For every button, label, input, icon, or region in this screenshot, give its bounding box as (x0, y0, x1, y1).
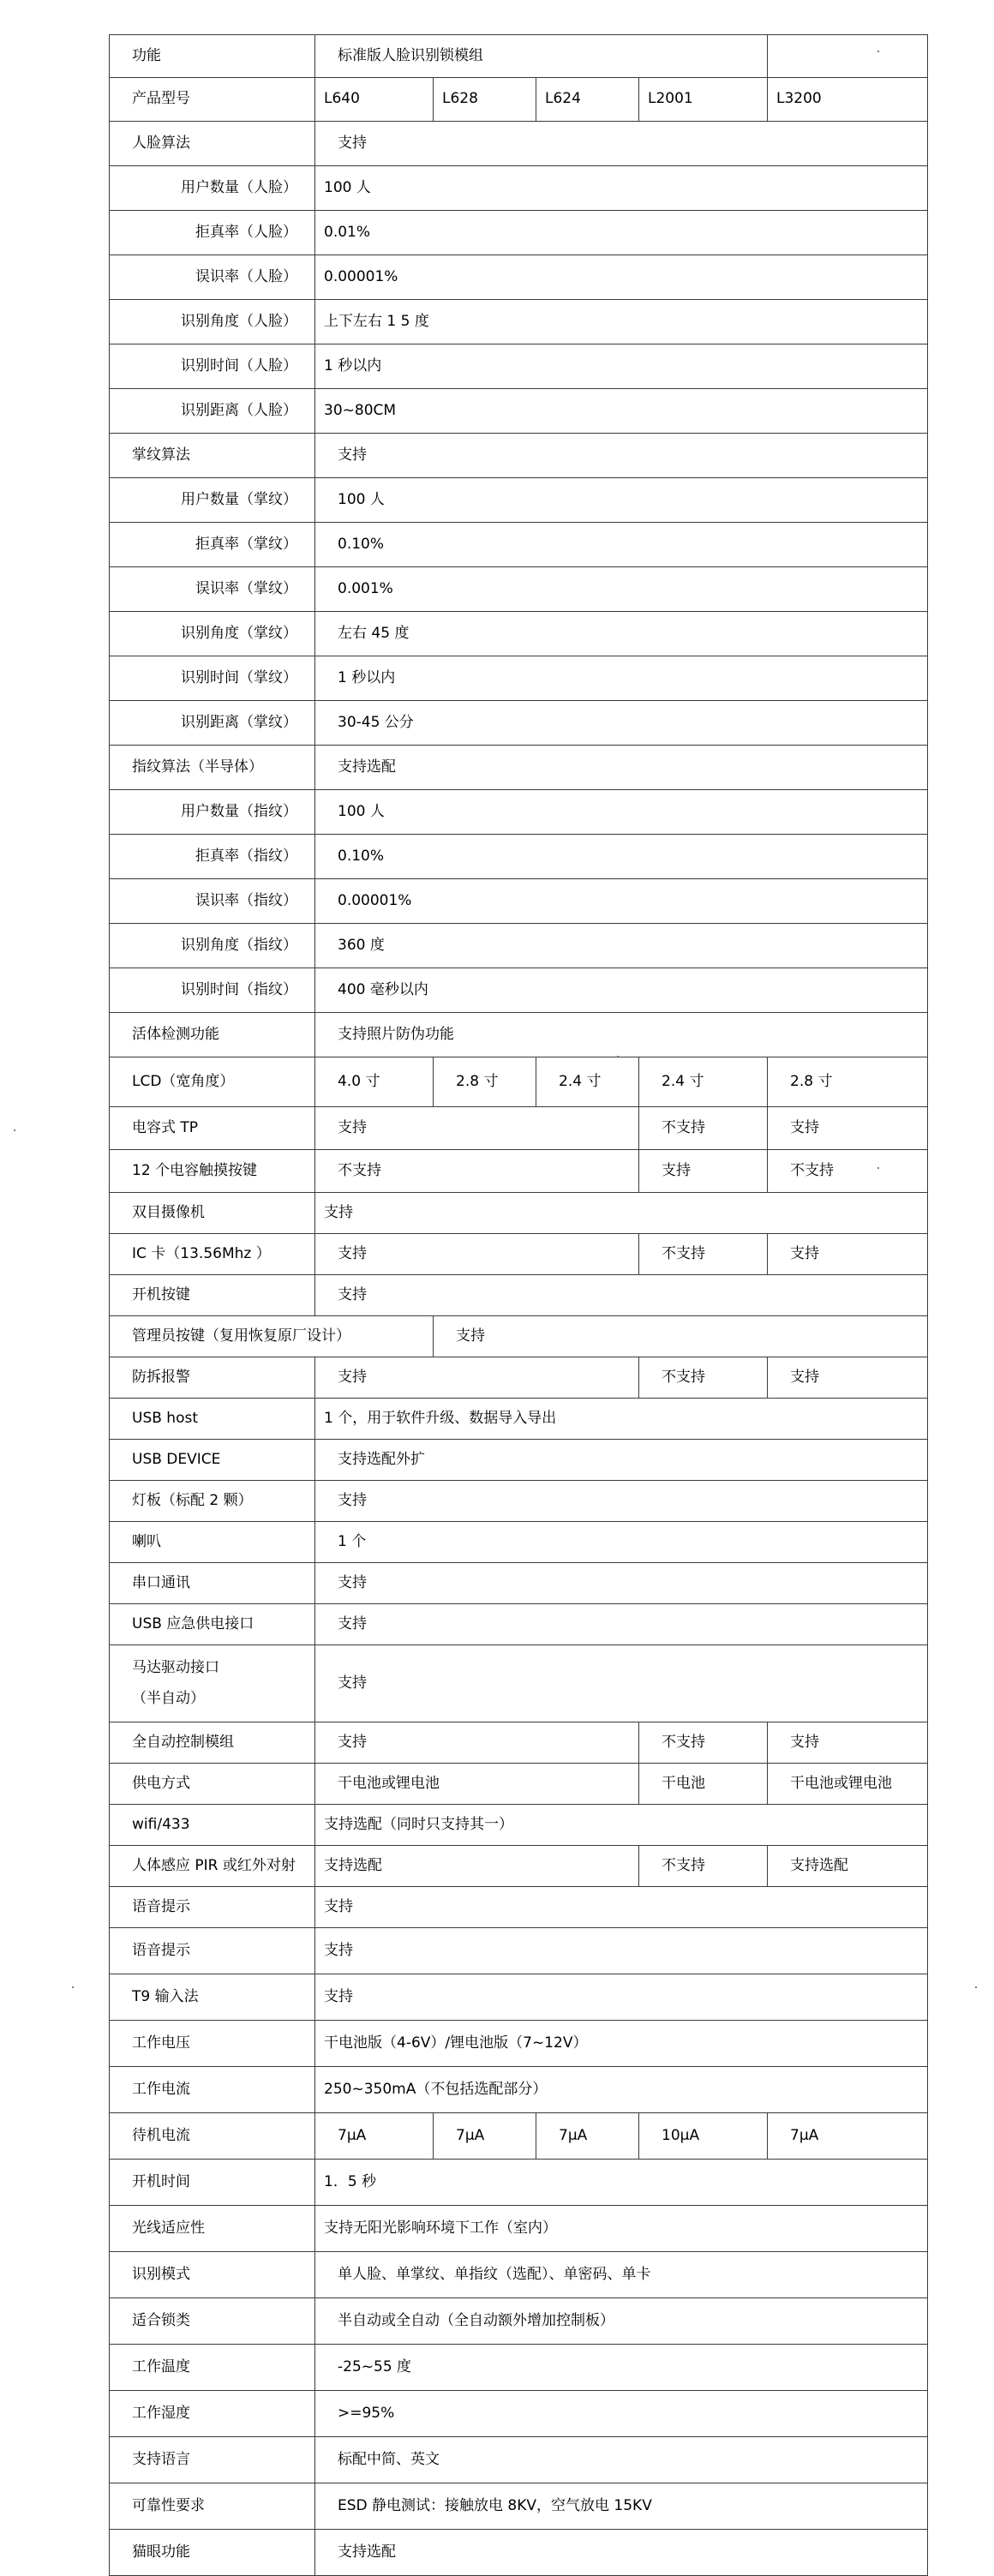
spec-value-cell: 标配中简、英文 (315, 2437, 928, 2483)
spec-label-cell: 开机按键 (110, 1275, 315, 1316)
spec-label-cell: 功能 (110, 35, 315, 78)
spec-label-cell: 误识率（人脸） (110, 255, 315, 300)
spec-label-cell: 工作温度 (110, 2345, 315, 2391)
spec-value-cell: 干电池版（4-6V）/锂电池版（7~12V） (315, 2021, 928, 2067)
spec-value-cell: 支持 (315, 434, 928, 478)
spec-row (110, 1764, 928, 1805)
spec-value-cell: 支持 (768, 1357, 928, 1399)
spec-value-cell: 半自动或全自动（全自动额外增加控制板） (315, 2298, 928, 2345)
spec-value-cell: 支持 (315, 1928, 928, 1974)
spec-label-cell: LCD（宽角度） (110, 1057, 315, 1107)
spec-row (110, 434, 928, 478)
spec-label-cell: IC 卡（13.56Mhz ） (110, 1234, 315, 1275)
spec-value-cell: 0.00001% (315, 879, 928, 924)
spec-row (110, 2483, 928, 2530)
spec-label-cell: 电容式 TP (110, 1107, 315, 1150)
spec-label-cell: 双目摄像机 (110, 1193, 315, 1234)
spec-label-cell: 全自动控制模组 (110, 1722, 315, 1764)
spec-row (110, 1057, 928, 1107)
spec-value-cell: 360 度 (315, 924, 928, 968)
spec-row (110, 2252, 928, 2298)
spec-row (110, 2021, 928, 2067)
spec-value-cell: 0.10% (315, 523, 928, 567)
spec-row (110, 1399, 928, 1440)
spec-value-cell: 7μA (768, 2113, 928, 2160)
spec-value-cell: 支持 (315, 1234, 639, 1275)
spec-value-cell (768, 35, 928, 78)
spec-row (110, 1805, 928, 1846)
spec-value-cell: 2.4 寸 (536, 1057, 639, 1107)
spec-value-cell: 支持选配 (315, 1846, 639, 1887)
spec-row (110, 879, 928, 924)
spec-value-cell: >=95% (315, 2391, 928, 2437)
spec-value-cell: 1 个 (315, 1522, 928, 1563)
spec-label-cell: 供电方式 (110, 1764, 315, 1805)
spec-label-cell: wifi/433 (110, 1805, 315, 1846)
spec-label-cell: 防拆报警 (110, 1357, 315, 1399)
spec-value-cell: 不支持 (639, 1234, 768, 1275)
spec-value-cell: 30~80CM (315, 389, 928, 434)
spec-value-cell: 支持 (315, 1193, 928, 1234)
spec-value-cell: 7μA (434, 2113, 536, 2160)
spec-label-cell: 识别时间（掌纹） (110, 656, 315, 701)
spec-row (110, 2067, 928, 2113)
spec-label-cell: 开机时间 (110, 2160, 315, 2206)
spec-row (110, 746, 928, 790)
spec-value-cell: 上下左右 1 5 度 (315, 300, 928, 344)
spec-value-cell: 支持 (768, 1722, 928, 1764)
spec-value-cell: 支持选配 (768, 1846, 928, 1887)
spec-label-cell: 待机电流 (110, 2113, 315, 2160)
spec-row (110, 924, 928, 968)
spec-row (110, 1440, 928, 1481)
spec-value-cell: 支持 (315, 1563, 928, 1604)
spec-label-cell: 识别距离（人脸） (110, 389, 315, 434)
spec-label-cell: 产品型号 (110, 78, 315, 122)
spec-label-cell: 用户数量（指纹） (110, 790, 315, 835)
spec-value-cell: 干电池 (639, 1764, 768, 1805)
spec-row (110, 2345, 928, 2391)
spec-row (110, 344, 928, 389)
spec-row (110, 701, 928, 746)
spec-label-cell: 指纹算法（半导体） (110, 746, 315, 790)
spec-label-cell: 灯板（标配 2 颗） (110, 1481, 315, 1522)
spec-value-cell: 支持 (315, 1974, 928, 2021)
spec-row (110, 478, 928, 523)
spec-value-cell: 标准版人脸识别锁模组 (315, 35, 768, 78)
spec-value-cell: 100 人 (315, 478, 928, 523)
spec-label-cell: 语音提示 (110, 1928, 315, 1974)
spec-table (109, 34, 928, 2576)
spec-row (110, 1928, 928, 1974)
spec-value-cell: ESD 静电测试：接触放电 8KV，空气放电 15KV (315, 2483, 928, 2530)
spec-row (110, 1604, 928, 1645)
spec-value-cell: 0.001% (315, 567, 928, 612)
spec-row (110, 2437, 928, 2483)
spec-value-cell: 7μA (315, 2113, 434, 2160)
spec-value-cell: 2.8 寸 (768, 1057, 928, 1107)
spec-value-cell: 支持 (315, 1275, 928, 1316)
spec-label-cell: 人体感应 PIR 或红外对射 (110, 1846, 315, 1887)
spec-value-cell: L624 (536, 78, 639, 122)
spec-value-cell: 支持照片防伪功能 (315, 1013, 928, 1057)
spec-row (110, 1357, 928, 1399)
spec-value-cell: 支持 (315, 1645, 928, 1722)
spec-row (110, 211, 928, 255)
spec-row (110, 389, 928, 434)
spec-value-cell: 左右 45 度 (315, 612, 928, 656)
spec-row (110, 2160, 928, 2206)
spec-value-cell: 不支持 (315, 1150, 639, 1193)
spec-value-cell: 干电池或锂电池 (315, 1764, 639, 1805)
spec-row (110, 1522, 928, 1563)
spec-label-cell: T9 输入法 (110, 1974, 315, 2021)
spec-row (110, 1150, 928, 1193)
spec-value-cell: 支持 (315, 1357, 639, 1399)
stray-dot (975, 1986, 977, 1988)
spec-row (110, 968, 928, 1013)
spec-value-cell: 单人脸、单掌纹、单指纹（选配）、单密码、单卡 (315, 2252, 928, 2298)
spec-value-cell: 支持 (315, 1481, 928, 1522)
spec-value-cell: 2.4 寸 (639, 1057, 768, 1107)
spec-label-cell: 马达驱动接口 （半自动） (110, 1645, 315, 1722)
spec-value-cell: 100 人 (315, 166, 928, 211)
spec-value-cell: 支持 (315, 1107, 639, 1150)
spec-value-cell: -25~55 度 (315, 2345, 928, 2391)
spec-label-cell: 识别角度（掌纹） (110, 612, 315, 656)
spec-value-cell: 1 个，用于软件升级、数据导入导出 (315, 1399, 928, 1440)
spec-row (110, 2298, 928, 2345)
spec-row (110, 1974, 928, 2021)
spec-label-cell: 拒真率（指纹） (110, 835, 315, 879)
spec-row (110, 1846, 928, 1887)
spec-value-cell: 7μA (536, 2113, 639, 2160)
spec-label-cell: USB DEVICE (110, 1440, 315, 1481)
spec-row (110, 2391, 928, 2437)
spec-label-cell: 语音提示 (110, 1887, 315, 1928)
spec-label-cell: 工作电流 (110, 2067, 315, 2113)
spec-label-cell: 识别角度（指纹） (110, 924, 315, 968)
spec-row (110, 1645, 928, 1722)
spec-row (110, 567, 928, 612)
spec-value-cell: 支持 (434, 1316, 928, 1357)
spec-label-cell: 猫眼功能 (110, 2530, 315, 2576)
spec-row (110, 2530, 928, 2576)
spec-row (110, 166, 928, 211)
stray-dot (617, 1056, 619, 1057)
spec-value-cell: 支持 (315, 122, 928, 166)
spec-value-cell: 0.01% (315, 211, 928, 255)
spec-value-cell: 不支持 (768, 1150, 928, 1193)
spec-row (110, 1722, 928, 1764)
spec-value-cell: 支持 (315, 1604, 928, 1645)
spec-value-cell: 0.00001% (315, 255, 928, 300)
spec-row (110, 1275, 928, 1316)
spec-value-cell: 不支持 (639, 1846, 768, 1887)
spec-label-cell: 拒真率（人脸） (110, 211, 315, 255)
spec-value-cell: L2001 (639, 78, 768, 122)
spec-label-cell: 用户数量（人脸） (110, 166, 315, 211)
spec-row (110, 122, 928, 166)
spec-label-cell: 掌纹算法 (110, 434, 315, 478)
spec-value-cell: 支持无阳光影响环境下工作（室内） (315, 2206, 928, 2252)
spec-label-cell: 拒真率（掌纹） (110, 523, 315, 567)
spec-label-cell: 工作湿度 (110, 2391, 315, 2437)
spec-label-cell: 光线适应性 (110, 2206, 315, 2252)
spec-value-cell: 10μA (639, 2113, 768, 2160)
spec-value-cell: 1．5 秒 (315, 2160, 928, 2206)
spec-label-cell: 可靠性要求 (110, 2483, 315, 2530)
spec-row (110, 2113, 928, 2160)
spec-label-cell: USB 应急供电接口 (110, 1604, 315, 1645)
spec-value-cell: 1 秒以内 (315, 656, 928, 701)
spec-row (110, 523, 928, 567)
spec-row (110, 1563, 928, 1604)
spec-value-cell: L640 (315, 78, 434, 122)
spec-value-cell: 0.10% (315, 835, 928, 879)
spec-row (110, 300, 928, 344)
spec-label-cell: 识别角度（人脸） (110, 300, 315, 344)
spec-value-cell: 4.0 寸 (315, 1057, 434, 1107)
spec-label-cell: 识别时间（人脸） (110, 344, 315, 389)
spec-value-cell: L628 (434, 78, 536, 122)
spec-value-cell: 支持 (639, 1150, 768, 1193)
spec-row (110, 35, 928, 78)
spec-value-cell: 支持 (768, 1107, 928, 1150)
spec-value-cell: 400 毫秒以内 (315, 968, 928, 1013)
spec-value-cell: 250~350mA（不包括选配部分） (315, 2067, 928, 2113)
spec-label-cell: 识别模式 (110, 2252, 315, 2298)
spec-label-cell: USB host (110, 1399, 315, 1440)
stray-dot (877, 51, 879, 52)
spec-row (110, 612, 928, 656)
spec-row (110, 1234, 928, 1275)
spec-value-cell: 30-45 公分 (315, 701, 928, 746)
spec-label-cell: 误识率（指纹） (110, 879, 315, 924)
spec-label-cell: 误识率（掌纹） (110, 567, 315, 612)
spec-value-cell: 支持 (315, 1722, 639, 1764)
spec-label-cell: 喇叭 (110, 1522, 315, 1563)
spec-row (110, 1107, 928, 1150)
spec-value-cell: 支持选配（同时只支持其一） (315, 1805, 928, 1846)
spec-value-cell: 不支持 (639, 1107, 768, 1150)
stray-dot (14, 1129, 15, 1131)
spec-value-cell: L3200 (768, 78, 928, 122)
spec-value-cell: 100 人 (315, 790, 928, 835)
spec-row (110, 78, 928, 122)
spec-row (110, 1013, 928, 1057)
spec-value-cell: 支持选配 (315, 2530, 928, 2576)
spec-label-cell: 支持语言 (110, 2437, 315, 2483)
spec-label-cell: 用户数量（掌纹） (110, 478, 315, 523)
spec-label-cell: 12 个电容触摸按键 (110, 1150, 315, 1193)
spec-label-cell: 活体检测功能 (110, 1013, 315, 1057)
spec-value-cell: 不支持 (639, 1722, 768, 1764)
spec-row (110, 2206, 928, 2252)
spec-value-cell: 干电池或锂电池 (768, 1764, 928, 1805)
spec-table-body (110, 35, 928, 2576)
spec-label-cell: 识别距离（掌纹） (110, 701, 315, 746)
stray-dot (877, 1167, 879, 1169)
spec-row (110, 790, 928, 835)
spec-row (110, 255, 928, 300)
spec-label-cell: 串口通讯 (110, 1563, 315, 1604)
spec-label-cell: 识别时间（指纹） (110, 968, 315, 1013)
spec-value-cell: 2.8 寸 (434, 1057, 536, 1107)
spec-label-cell: 适合锁类 (110, 2298, 315, 2345)
spec-row (110, 1193, 928, 1234)
spec-value-cell: 1 秒以内 (315, 344, 928, 389)
spec-row (110, 835, 928, 879)
spec-label-cell: 工作电压 (110, 2021, 315, 2067)
spec-row (110, 1481, 928, 1522)
spec-value-cell: 不支持 (639, 1357, 768, 1399)
spec-row (110, 1316, 928, 1357)
spec-value-cell: 支持 (768, 1234, 928, 1275)
spec-row (110, 1887, 928, 1928)
spec-label-cell: 管理员按键（复用恢复原厂设计） (110, 1316, 434, 1357)
spec-row (110, 656, 928, 701)
spec-value-cell: 支持 (315, 1887, 928, 1928)
spec-value-cell: 支持选配 (315, 746, 928, 790)
spec-label-cell: 人脸算法 (110, 122, 315, 166)
spec-value-cell: 支持选配外扩 (315, 1440, 928, 1481)
stray-dot (72, 1986, 74, 1988)
